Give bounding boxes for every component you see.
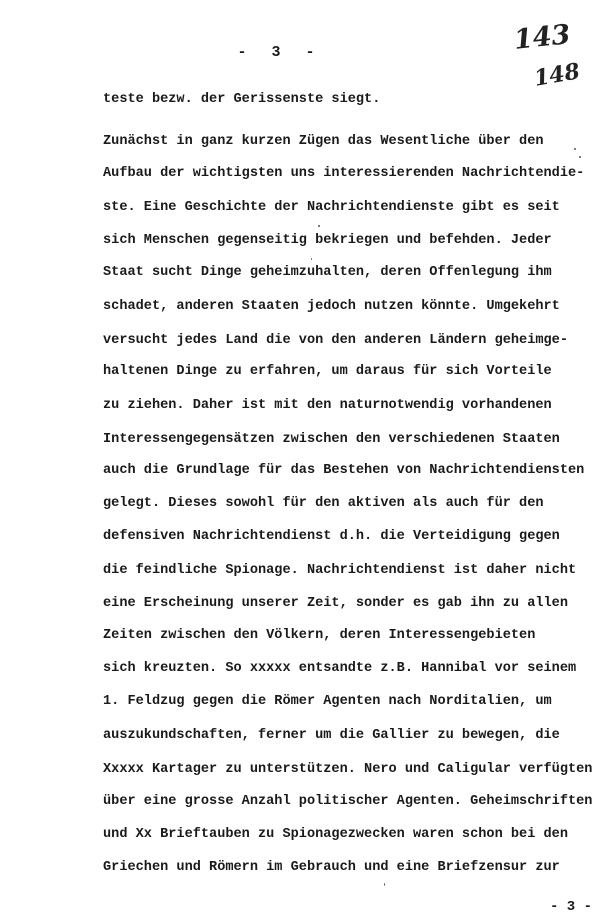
text-line: Zeiten zwischen den Völkern, deren Interessengebieten bbox=[103, 628, 536, 643]
text-line: Griechen und Römern im Gebrauch und eine Briefzensur zur bbox=[103, 860, 560, 875]
text-line: defensiven Nachrichtendienst d.h. die Verteidigung gegen bbox=[103, 529, 560, 544]
handwritten-annotation-bottom: 148 bbox=[532, 58, 582, 92]
scan-speck bbox=[579, 156, 581, 158]
text-line: Xxxxx Kartager zu unterstützen. Nero und Caligular verfügten bbox=[103, 762, 593, 777]
text-line: 1. Feldzug gegen die Römer Agenten nach Norditalien, um bbox=[103, 694, 552, 709]
text-line: Staat sucht Dinge geheimzuhalten, deren Offenlegung ihm bbox=[103, 265, 552, 280]
text-line: haltenen Dinge zu erfahren, um daraus für sich Vorteile bbox=[103, 364, 552, 379]
text-line: gelegt. Dieses sowohl für den aktiven als auch für den bbox=[103, 496, 544, 511]
text-line: Aufbau der wichtigsten uns interessierenden Nachrichtendie- bbox=[103, 166, 585, 181]
page-number-footer: - 3 - bbox=[549, 899, 592, 915]
text-line: über eine grosse Anzahl politischer Agenten. Geheimschriften bbox=[103, 794, 593, 809]
text-line: Interessengegensätzen zwischen den verschiedenen Staaten bbox=[103, 432, 560, 447]
scan-speck bbox=[384, 883, 385, 886]
text-line: versucht jedes Land die von den anderen Ländern geheimge- bbox=[103, 333, 568, 348]
scan-speck bbox=[311, 258, 312, 260]
text-line: Zunächst in ganz kurzen Zügen das Wesentliche über den bbox=[103, 134, 544, 149]
text-line: teste bezw. der Gerissenste siegt. bbox=[103, 92, 381, 107]
text-line: sich Menschen gegenseitig bekriegen und befehden. Jeder bbox=[103, 233, 552, 248]
page-number-header: - 3 - bbox=[237, 44, 323, 61]
scan-speck bbox=[574, 148, 576, 150]
text-line: die feindliche Spionage. Nachrichtendienst ist daher nicht bbox=[103, 563, 577, 578]
text-line: ste. Eine Geschichte der Nachrichtendienste gibt es seit bbox=[103, 200, 560, 215]
handwritten-annotation-top: 143 bbox=[512, 19, 572, 56]
text-line: zu ziehen. Daher ist mit den naturnotwendig vorhandenen bbox=[103, 398, 552, 413]
text-line: auszukundschaften, ferner um die Gallier zu bewegen, die bbox=[103, 728, 560, 743]
text-line: auch die Grundlage für das Bestehen von Nachrichtendiensten bbox=[103, 463, 585, 478]
text-line: sich kreuzten. So xxxxx entsandte z.B. Hannibal vor seinem bbox=[103, 661, 577, 676]
text-line: eine Erscheinung unserer Zeit, sonder es gab ihn zu allen bbox=[103, 596, 568, 611]
text-line: schadet, anderen Staaten jedoch nutzen könnte. Umgekehrt bbox=[103, 299, 560, 314]
scan-speck bbox=[318, 225, 320, 227]
text-line: und Xx Brieftauben zu Spionagezwecken waren schon bei den bbox=[103, 827, 568, 842]
